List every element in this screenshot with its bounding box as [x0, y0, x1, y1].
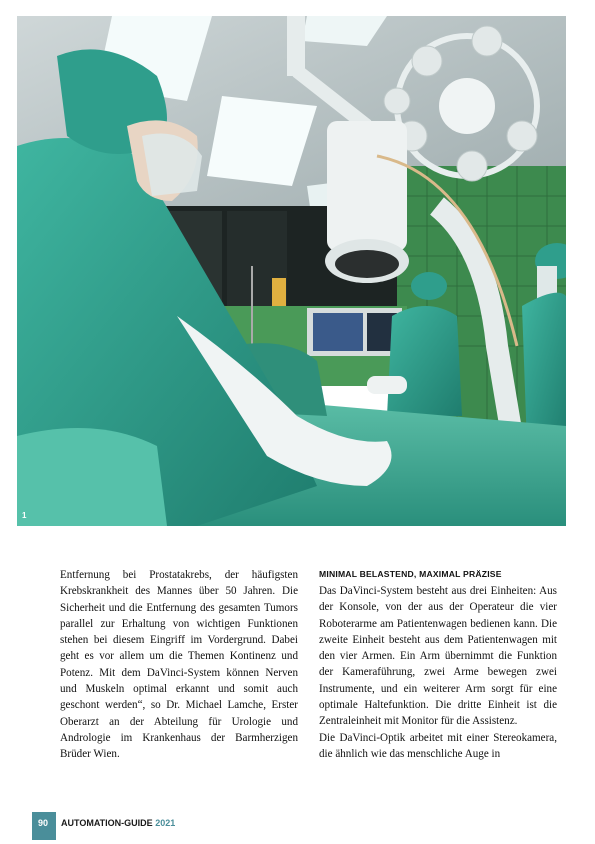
- right-paragraph-1: Das DaVinci-System besteht aus drei Einheiten: Aus der Konsole, von der aus der Operateur die vier Roboterarme am Patientenwagen bedienen kann. Die zweite Einheit besteht aus dem Patientenwagen mit den vier Armen. Ein Arm übernimmt die Funktion der Kameraführung, zwei Arme bewegen zwei Instrumente, und ein weiterer Arm sorgt für eine optimale Haltefunktion. Die dritte Einheit ist die Zentraleinheit mit Monitor für die Assistenz.: [319, 585, 557, 728]
- publication-title: [61, 818, 175, 828]
- publication-year: 2021: [155, 818, 176, 828]
- page-footer: [0, 812, 300, 840]
- section-heading: MINIMAL BELASTEND, MAXIMAL PRÄZISE: [319, 569, 502, 579]
- publication-name: AUTOMATION-GUIDE: [61, 818, 153, 828]
- right-text-column: [319, 567, 557, 762]
- surgery-illustration: [17, 16, 566, 526]
- figure-number: 1: [22, 511, 27, 520]
- operating-room-photo: [17, 16, 566, 526]
- right-paragraph-2: Die DaVinci-Optik arbeitet mit einer Stereokamera, die ähnlich wie das menschliche Auge in: [319, 731, 557, 760]
- left-paragraph: Entfernung bei Prostatakrebs, der häufigsten Krebskrankheit des Mannes über 50 Jahren. Die Sicherheit und die Entfernung des gesamten Tumors parallel zur Erhaltung von wichtigen Funktionen stehen bei diesem Eingriff im Vordergrund. Dabei geht es vor allem um die Themen Kontinenz und Potenz. Mit dem DaVinci-System können Nerven und Muskeln optimal erkannt und somit auch geschont werden“, so Dr. Michael Lamche, Erster Oberarzt an der Abteilung für Urologie und Andrologie im Krankenhaus der Barmherzigen Brüder Wien.: [60, 569, 298, 761]
- left-text-column: [60, 567, 298, 763]
- page-number: 90: [38, 818, 49, 828]
